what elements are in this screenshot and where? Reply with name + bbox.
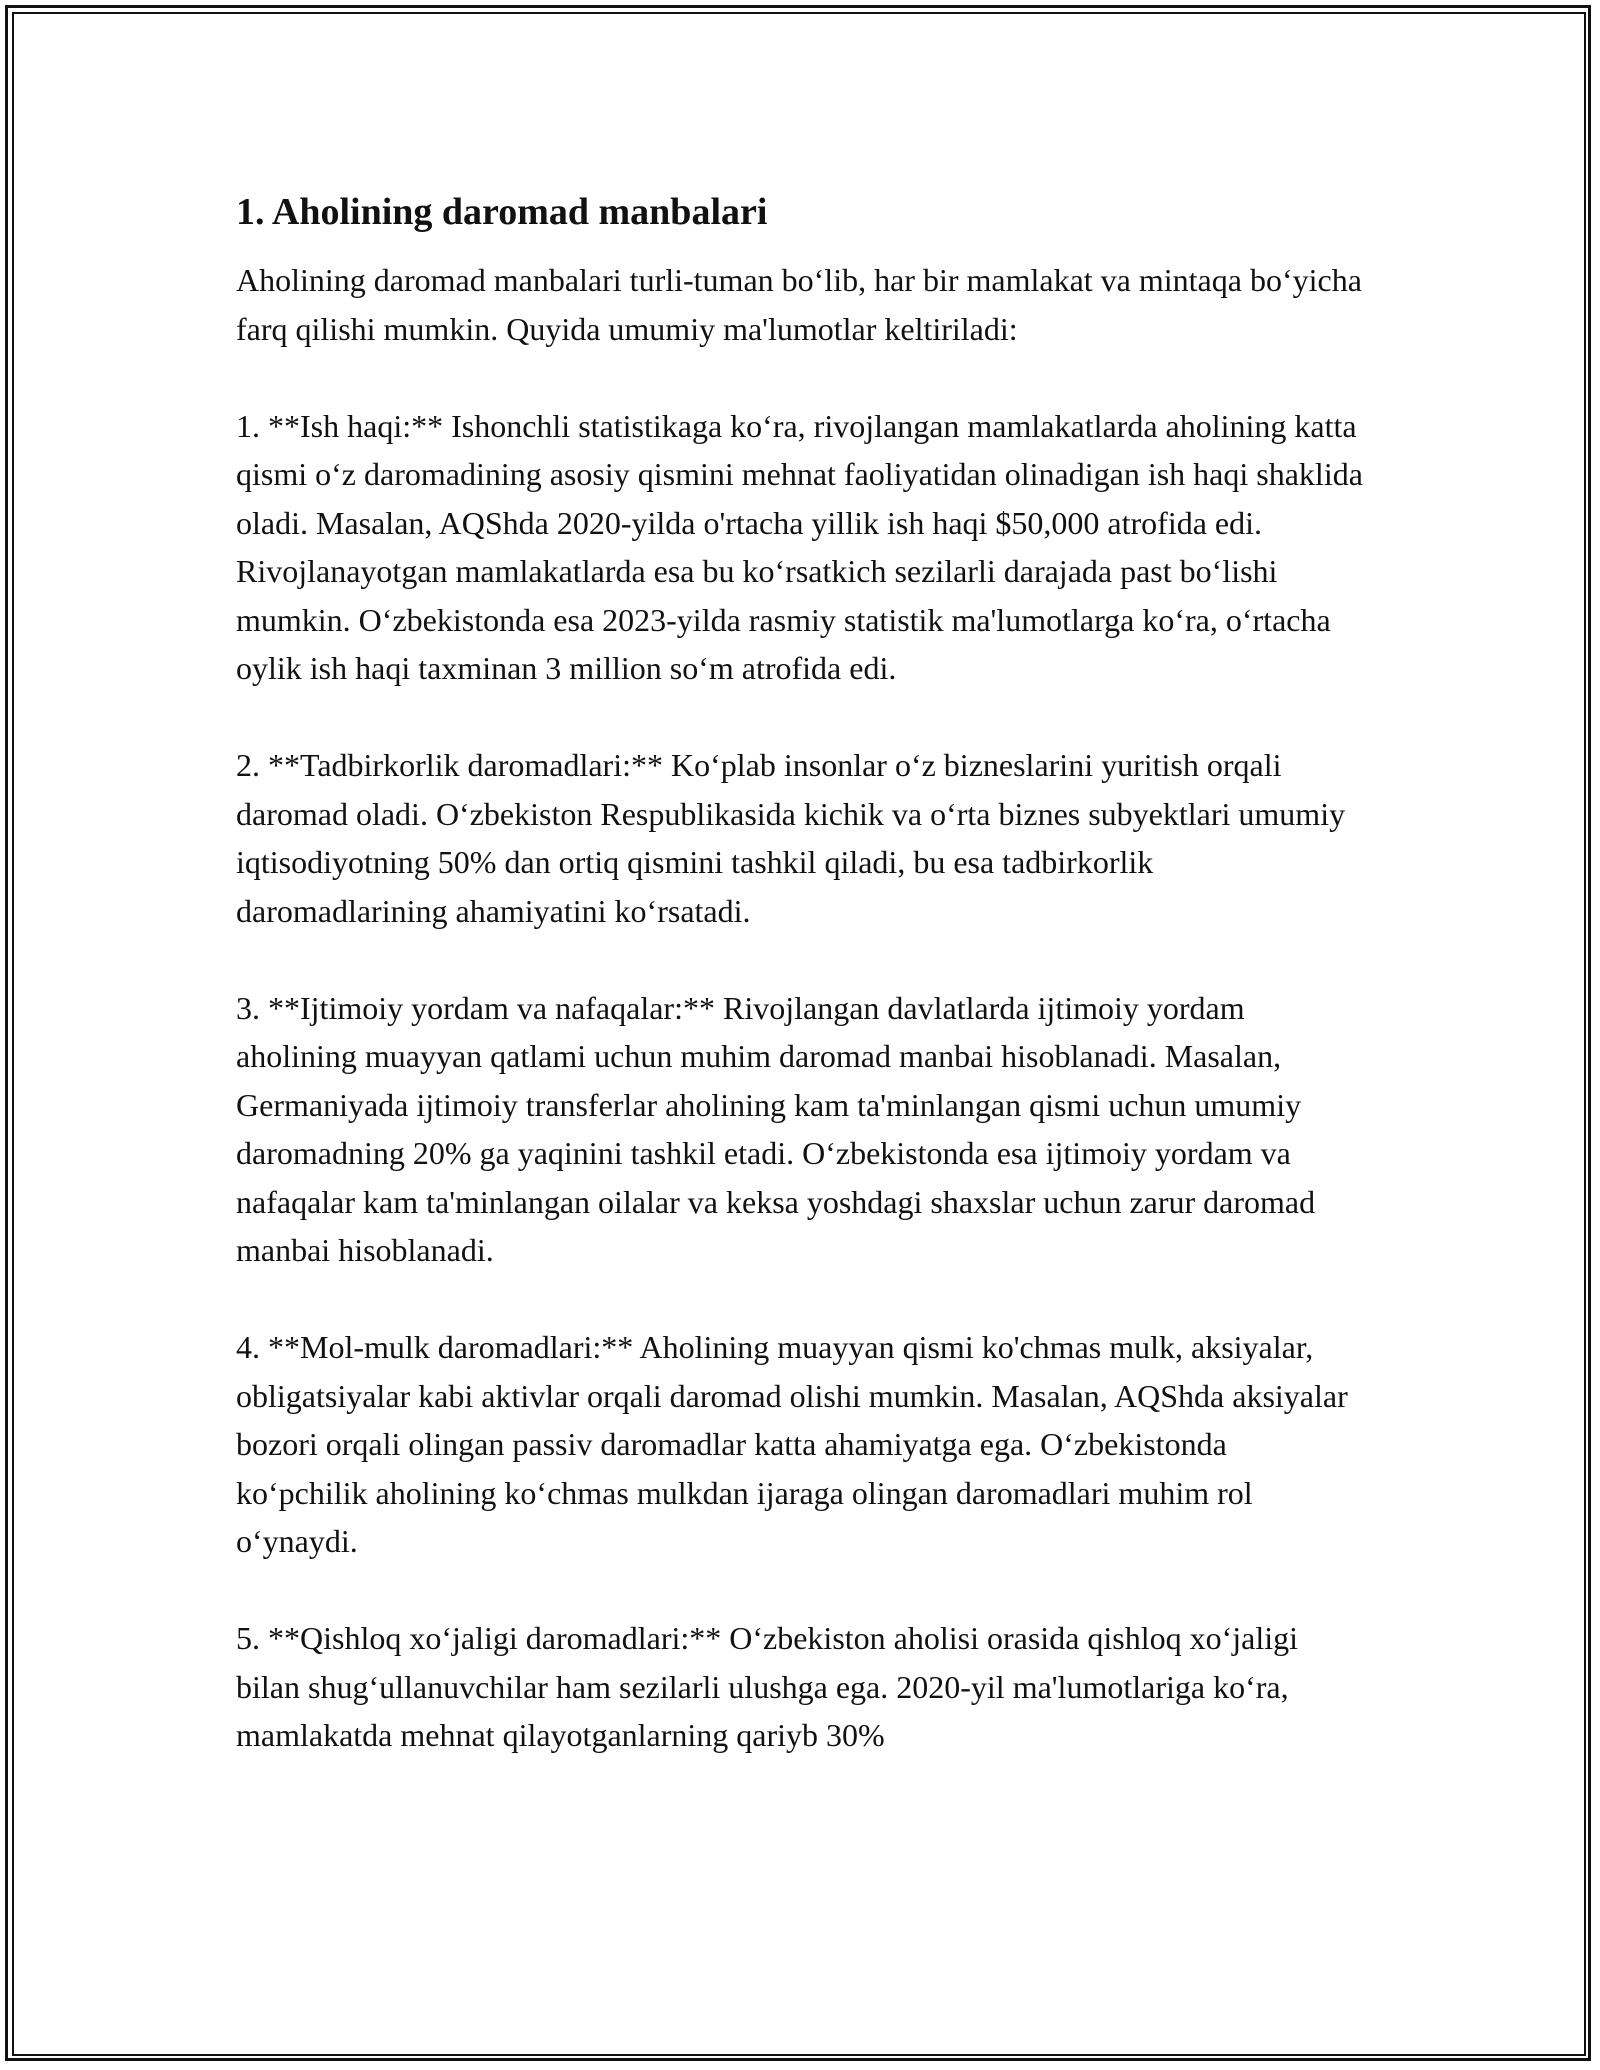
section-heading: 1. Aholining daromad manbalari — [236, 191, 768, 233]
paragraph-wages: 1. **Ish haqi:** Ishonchli statistikaga ko‘ra, rivojlangan mamlakatlarda aholining katta qismi o‘z daromadining asosiy qismini mehnat faoliyatidan olinadigan ish haqi shaklida oladi. Masalan, AQShda 2020-yilda o'rtacha yillik ish haqi $50,000 atrofida edi. Rivojlanayotgan mamlakatlarda esa bu ko‘rsatkich sezilarli darajada past bo‘lishi mumkin. O‘zbekistonda esa 2023-yilda rasmiy statistik ma'lumotlarga ko‘ra, o‘rtacha oylik ish haqi taxminan 3 million so‘m atrofida edi. — [236, 407, 1363, 686]
document-body — [236, 186, 1366, 1760]
paragraph-agriculture: 5. **Qishloq xo‘jaligi daromadlari:** O‘zbekiston aholisi orasida qishloq xo‘jaligi bilan shug‘ullanuvchilar ham sezilarli ulushga ega. 2020-yil ma'lumotlariga ko‘ra, mamlakatda mehnat qilayotganlarning qariyb 30% — [236, 1620, 1299, 1753]
paragraph-property-income: 4. **Mol-mulk daromadlari:** Aholining muayyan qismi ko'chmas mulk, aksiyalar, obligatsiyalar kabi aktivlar orqali daromad olishi mumkin. Masalan, AQShda aksiyalar bozori orqali olingan passiv daromadlar katta ahamiyatga ega. O‘zbekistonda ko‘pchilik aholining ko‘chmas mulkdan ijaraga olingan daromadlari muhim rol o‘ynaydi. — [236, 1329, 1348, 1559]
intro-paragraph: Aholining daromad manbalari turli-tuman bo‘lib, har bir mamlakat va mintaqa bo‘yicha farq qilishi mumkin. Quyida umumiy ma'lumotlar keltiriladi: — [236, 262, 1362, 347]
paragraph-entrepreneurship: 2. **Tadbirkorlik daromadlari:** Ko‘plab insonlar o‘z bizneslarini yuritish orqali daromad oladi. O‘zbekiston Respublikasida kichik va o‘rta biznes subyektlari umumiy iqtisodiyotning 50% dan ortiq qismini tashkil qiladi, bu esa tadbirkorlik daromadlarining ahamiyatini ko‘rsatadi. — [236, 747, 1346, 929]
paragraph-social-assistance: 3. **Ijtimoiy yordam va nafaqalar:** Rivojlangan davlatlarda ijtimoiy yordam aholining muayyan qatlami uchun muhim daromad manbai hisoblanadi. Masalan, Germaniyada ijtimoiy transferlar aholining kam ta'minlangan qismi uchun umumiy daromadning 20% ga yaqinini tashkil etadi. O‘zbekistonda esa ijtimoiy yordam va nafaqalar kam ta'minlangan oilalar va keksa yoshdagi shaxslar uchun zarur daromad manbai hisoblanadi. — [236, 989, 1316, 1268]
